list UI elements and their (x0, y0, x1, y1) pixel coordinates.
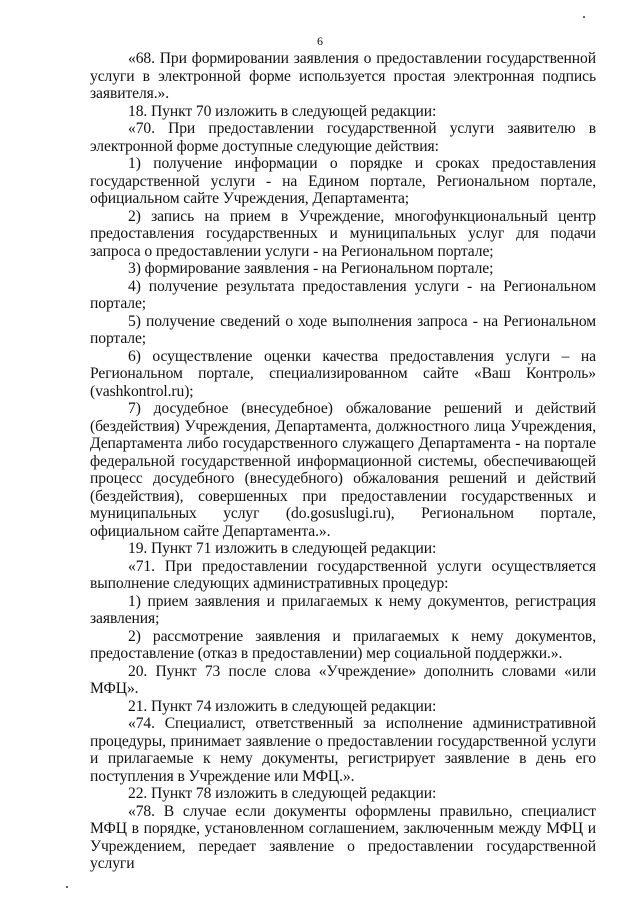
list-item-70-1: 1) получение информации о порядке и сроках предоставления государственной услуги - на Едином портале, Региональном портале, официальном сайте Учреждения, Департамента; (90, 155, 596, 207)
paragraph-item-19: 19. Пункт 71 изложить в следующей редакции: (128, 540, 437, 557)
document-body (90, 50, 596, 873)
list-item-70-2: 2) запись на прием в Учреждение, многофункциональный центр предоставления государственных и муниципальных услуг для подачи запроса о предоставлении услуги - на Региональном портале; (90, 207, 596, 260)
paragraph-71: «71. При предоставлении государственной услуги осуществляется выполнение следующих административных процедур: (90, 557, 596, 592)
list-item-70-3: 3) формирование заявления - на Региональном портале; (128, 260, 494, 277)
list-item-70-7: 7) досудебное (внесудебное) обжалование решений и действий (бездействия) Учреждения, Департамента, должностного лица Учреждения, Департамента либо государственного служащего Департамента - на портале федеральной государственной информационной системы, обеспечивающей процесс досудебного (внесудебного) обжалования решений и действий (бездействия), совершенных при предоставлении государственных и муниципальных услуг (do.gosuslugi.ru), Региональном портале, официальном сайте Департамента.». (90, 400, 596, 540)
paragraph-70: «70. При предоставлении государственной услуги заявителю в электронной форме доступные следующие действия: (90, 120, 596, 155)
paragraph-item-22: 22. Пункт 78 изложить в следующей редакции: (128, 785, 437, 802)
paragraph-item-21: 21. Пункт 74 изложить в следующей редакции: (128, 697, 437, 715)
list-item-71-2: 2) рассмотрение заявления и прилагаемых к нему документов, предоставление (отказ в предоставлении) мер социальной поддержки.». (90, 627, 596, 662)
paragraph-74: «74. Специалист, ответственный за исполнение административной процедуры, принимает заявление о предоставлении государственной услуги и прилагаемые к нему документы, регистрирует заявление в день его поступления в Учреждение или МФЦ.». (90, 715, 596, 785)
page-number: 6 (317, 34, 323, 48)
paragraph-78: «78. В случае если документы оформлены правильно, специалист МФЦ в порядке, установленном соглашением, заключенным между МФЦ и Учреждением, передает заявление о предоставлении государственной услуги (90, 802, 596, 872)
scan-speck (66, 886, 68, 888)
list-item-70-6: 6) осуществление оценки качества предоставления услуги – на Региональном портале, специализированном сайте «Ваш Контроль» (vashkontrol.ru); (90, 347, 596, 400)
scan-speck (583, 16, 585, 18)
list-item-70-4: 4) получение результата предоставления услуги - на Региональном портале; (90, 277, 596, 312)
paragraph-item-18: 18. Пункт 70 изложить в следующей редакции: (128, 102, 437, 120)
list-item-71-1: 1) прием заявления и прилагаемых к нему документов, регистрация заявления; (90, 592, 596, 627)
list-item-70-5: 5) получение сведений о ходе выполнения запроса - на Региональном портале; (90, 312, 596, 347)
paragraph-item-20: 20. Пункт 73 после слова «Учреждение» дополнить словами «или МФЦ». (90, 662, 596, 697)
paragraph-68: «68. При формировании заявления о предоставлении государственной услуги в электронной форме используется простая электронная подпись заявителя.». (90, 50, 596, 102)
